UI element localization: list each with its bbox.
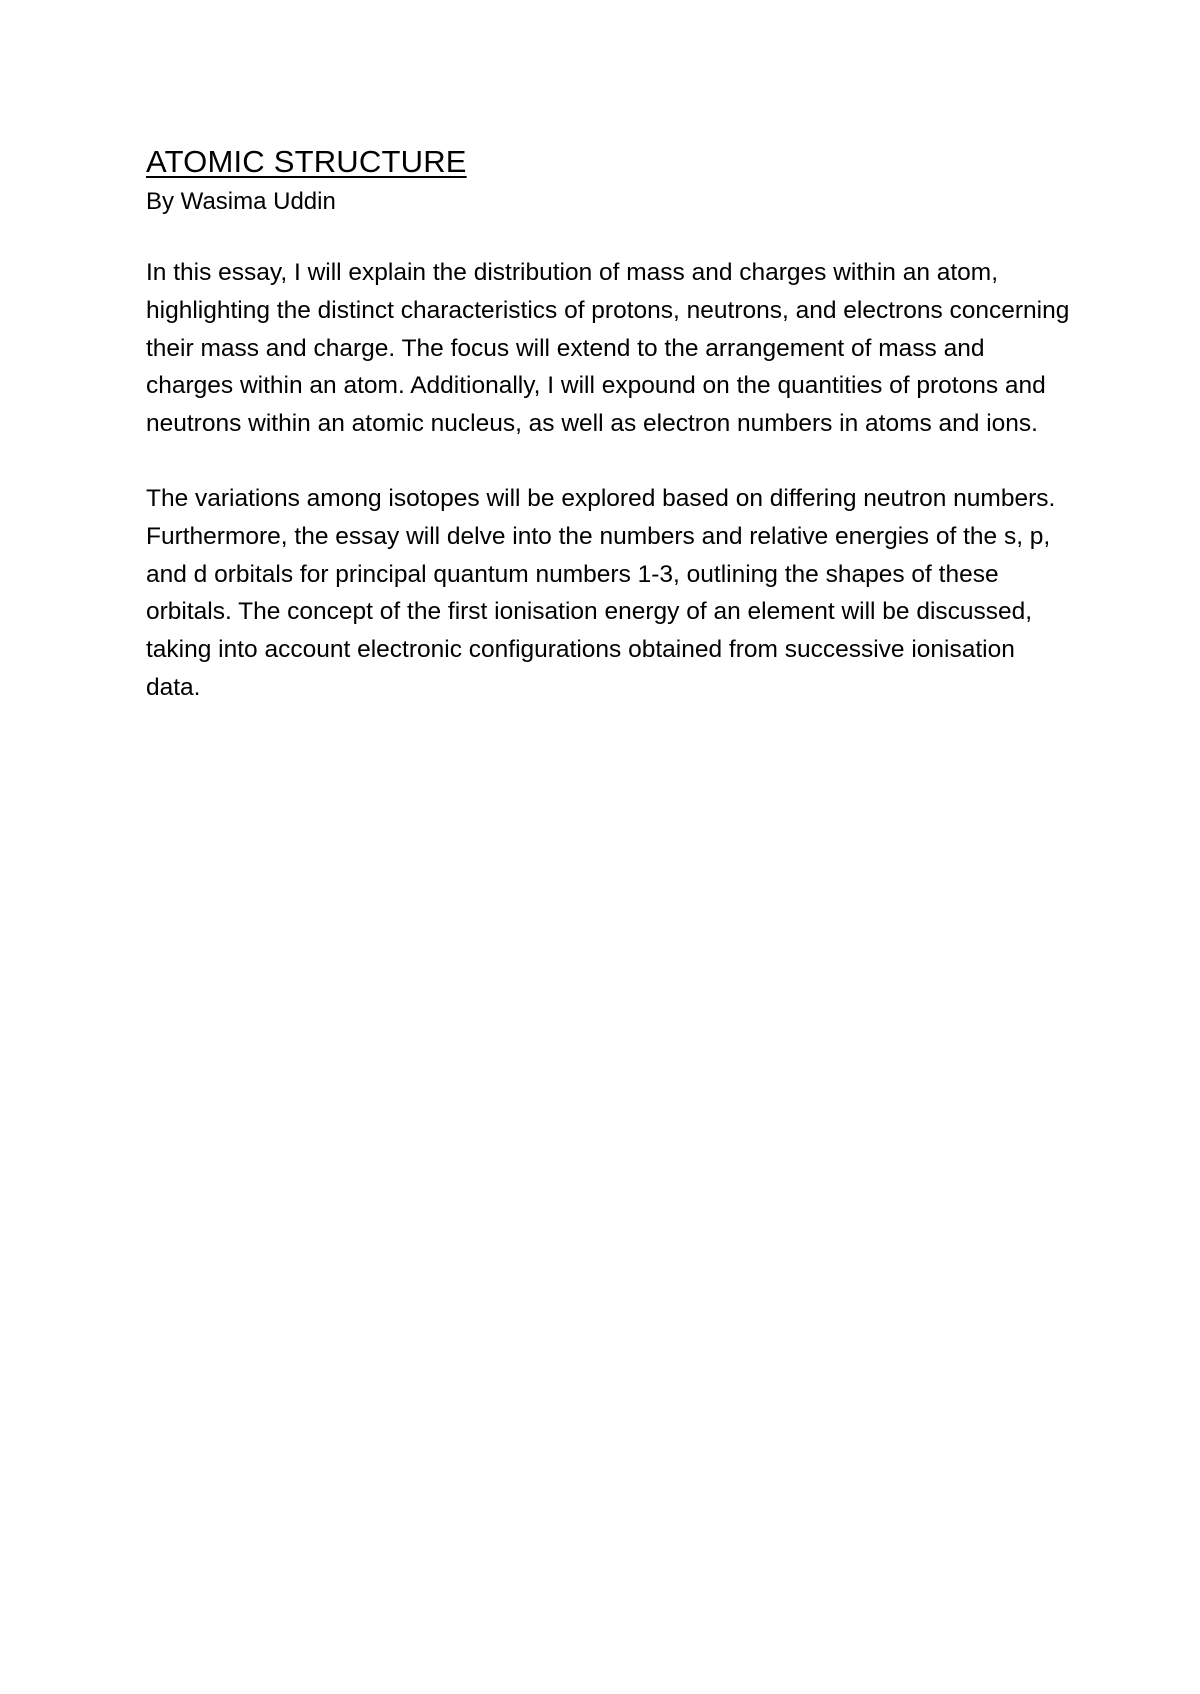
document-title: ATOMIC STRUCTURE xyxy=(146,144,467,179)
document-body xyxy=(146,140,1076,707)
paragraph-introduction: In this essay, I will explain the distribution of mass and charges within an atom, highlighting the distinct characteristics of protons, neutrons, and electrons concerning their mass and charge. The focus will extend to the arrangement of mass and charges within an atom. Additionally, I will expound on the quantities of protons and neutrons within an atomic nucleus, as well as electron numbers in atoms and ions. xyxy=(146,259,1070,438)
paragraph-isotopes-orbitals: The variations among isotopes will be explored based on differing neutron numbers. Furthermore, the essay will delve into the numbers and relative energies of the s, p, and d orbitals for principal quantum numbers 1-3, outlining the shapes of these orbitals. The concept of the first ionisation energy of an element will be discussed, taking into account electronic configurations obtained from successive ionisation data. xyxy=(146,484,1056,701)
document-author: By Wasima Uddin xyxy=(146,188,336,215)
